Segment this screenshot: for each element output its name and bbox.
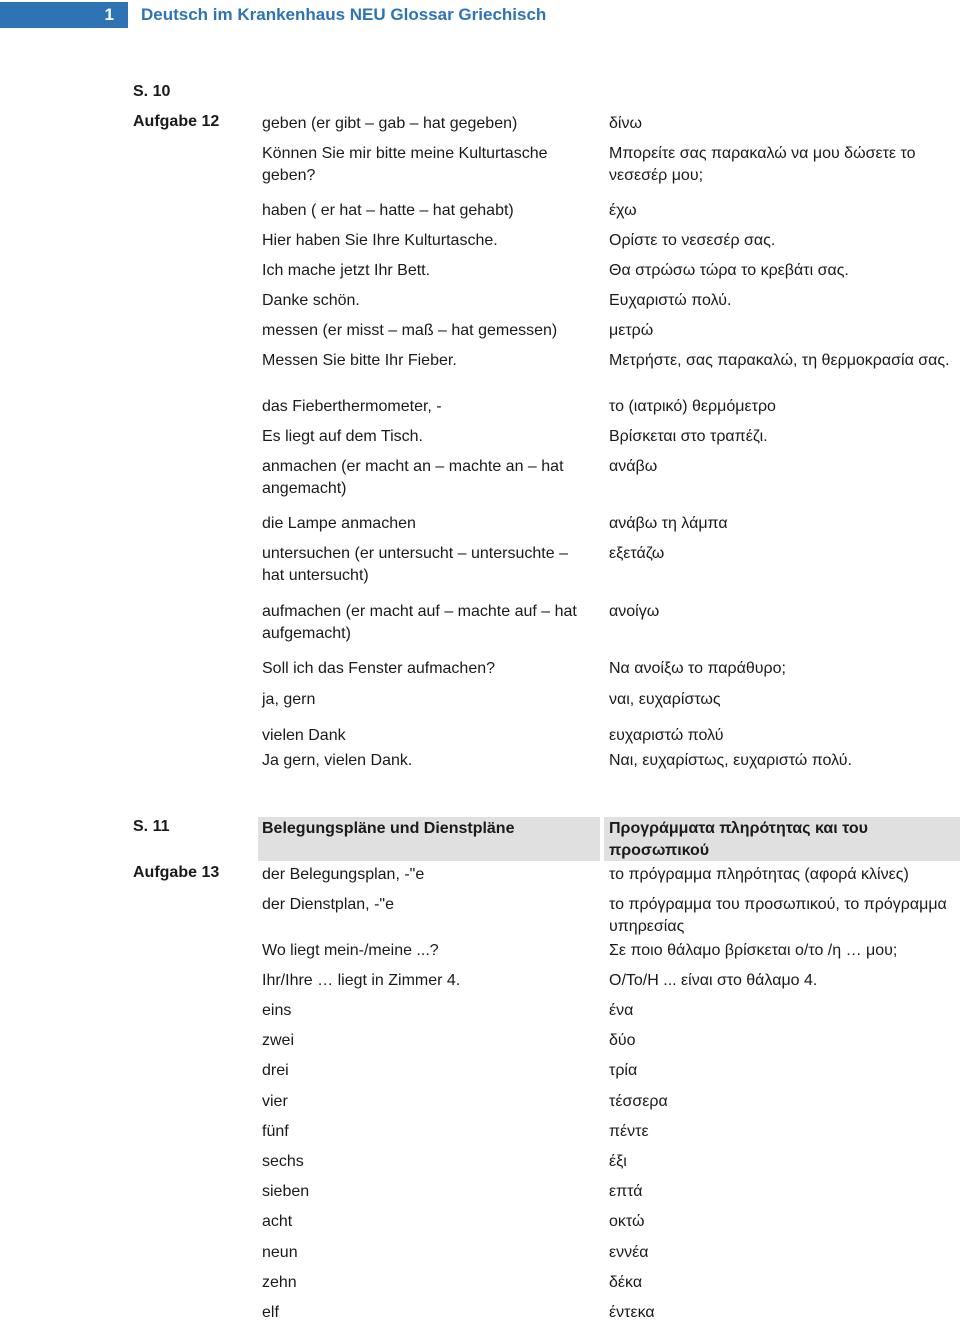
glossary-de: messen (er misst – maß – hat gemessen) (262, 322, 558, 339)
document-title: Deutsch im Krankenhaus NEU Glossar Griechisch (141, 5, 547, 24)
glossary-de: der Belegungsplan, -"e (262, 866, 425, 883)
glossary-gr: ανάβω (609, 458, 658, 475)
glossary-gr: επτά (609, 1183, 643, 1200)
page-label-s10: S. 10 (133, 83, 171, 100)
glossary-de: elf (262, 1304, 279, 1321)
glossary-gr: Θα στρώσω τώρα το κρεβάτι σας. (609, 262, 849, 279)
glossary-de: Danke schön. (262, 292, 360, 309)
glossary-gr: Να ανοίξω το παράθυρο; (609, 660, 786, 677)
glossary-de: untersuchen (er untersucht – untersuchte – hat untersucht) (262, 545, 568, 584)
glossary-gr: το πρόγραμμα του προσωπικού, το πρόγραμμα υπηρεσίας (609, 896, 947, 935)
glossary-gr: Σε ποιο θάλαμο βρίσκεται ο/το /η … μου; (609, 942, 898, 959)
glossary-gr: Ο/Το/Η ... είναι στο θάλαμο 4. (609, 972, 818, 989)
glossary-gr: Μετρήστε, σας παρακαλώ, τη θερμοκρασία σας. (609, 352, 950, 369)
glossary-gr: τρία (609, 1062, 638, 1079)
glossary-gr: τέσσερα (609, 1093, 668, 1110)
section-heading-de: Belegungspläne und Dienstpläne (262, 820, 515, 837)
glossary-de: zwei (262, 1032, 295, 1049)
glossary-de: ja, gern (262, 691, 316, 708)
task-label-12: Aufgabe 12 (133, 113, 220, 130)
glossary-de: drei (262, 1062, 289, 1079)
glossary-de: die Lampe anmachen (262, 515, 416, 532)
glossary-gr: οκτώ (609, 1213, 645, 1230)
glossary-de: sechs (262, 1153, 304, 1170)
glossary-gr: δίνω (609, 115, 642, 132)
glossary-de: Können Sie mir bitte meine Kulturtasche geben? (262, 145, 548, 184)
glossary-gr: Βρίσκεται στο τραπέζι. (609, 428, 768, 445)
task-label-13: Aufgabe 13 (133, 864, 220, 881)
glossary-de: vier (262, 1093, 288, 1110)
glossary-de: Ihr/Ihre … liegt in Zimmer 4. (262, 972, 461, 989)
glossary-gr: ανοίγω (609, 603, 660, 620)
glossary-gr: πέντε (609, 1123, 649, 1140)
glossary-gr: έντεκα (609, 1304, 655, 1321)
glossary-de: fünf (262, 1123, 289, 1140)
glossary-gr: δέκα (609, 1274, 643, 1291)
glossary-de: anmachen (er macht an – machte an – hat angemacht) (262, 458, 564, 497)
glossary-de: eins (262, 1002, 292, 1019)
glossary-de: haben ( er hat – hatte – hat gehabt) (262, 202, 514, 219)
glossary-gr: το πρόγραμμα πληρότητας (αφορά κλίνες) (609, 866, 909, 883)
glossary-de: geben (er gibt – gab – hat gegeben) (262, 115, 518, 132)
glossary-de: Ich mache jetzt Ihr Bett. (262, 262, 431, 279)
glossary-de: acht (262, 1213, 293, 1230)
glossary-de: Es liegt auf dem Tisch. (262, 428, 423, 445)
glossary-gr: εξετάζω (609, 545, 665, 562)
glossary-gr: μετρώ (609, 322, 654, 339)
page-number: 1 (0, 2, 128, 28)
glossary-gr: ναι, ευχαρίστως (609, 691, 721, 708)
glossary-de: neun (262, 1244, 298, 1261)
glossary-de: Ja gern, vielen Dank. (262, 752, 413, 769)
glossary-de: das Fieberthermometer, - (262, 398, 442, 415)
glossary-gr: Μπορείτε σας παρακαλώ να μου δώσετε το νεσεσέρ μου; (609, 145, 916, 184)
glossary-gr: ένα (609, 1002, 634, 1019)
glossary-de: vielen Dank (262, 727, 346, 744)
glossary-gr: έχω (609, 202, 637, 219)
glossary-de: Soll ich das Fenster aufmachen? (262, 660, 496, 677)
glossary-gr: το (ιατρικό) θερμόμετρο (609, 398, 776, 415)
glossary-de: aufmachen (er macht auf – machte auf – hat aufgemacht) (262, 603, 577, 642)
glossary-de: Hier haben Sie Ihre Kulturtasche. (262, 232, 498, 249)
glossary-de: sieben (262, 1183, 310, 1200)
glossary-gr: ευχαριστώ πολύ (609, 727, 724, 744)
glossary-gr: εννέα (609, 1244, 649, 1261)
glossary-gr: Ναι, ευχαρίστως, ευχαριστώ πολύ. (609, 752, 852, 769)
glossary-gr: Ορίστε το νεσεσέρ σας. (609, 232, 776, 249)
glossary-gr: έξι (609, 1153, 627, 1170)
glossary-gr: δύο (609, 1032, 636, 1049)
page-label-s11: S. 11 (133, 818, 170, 835)
section-heading-gr: Προγράμματα πληρότητας και του προσωπικού (609, 820, 868, 859)
glossary-de: der Dienstplan, -"e (262, 896, 394, 913)
glossary-de: Wo liegt mein-/meine ...? (262, 942, 439, 959)
glossary-de: zehn (262, 1274, 297, 1291)
glossary-de: Messen Sie bitte Ihr Fieber. (262, 352, 457, 369)
glossary-gr: Ευχαριστώ πολύ. (609, 292, 732, 309)
glossary-gr: ανάβω τη λάμπα (609, 515, 728, 532)
